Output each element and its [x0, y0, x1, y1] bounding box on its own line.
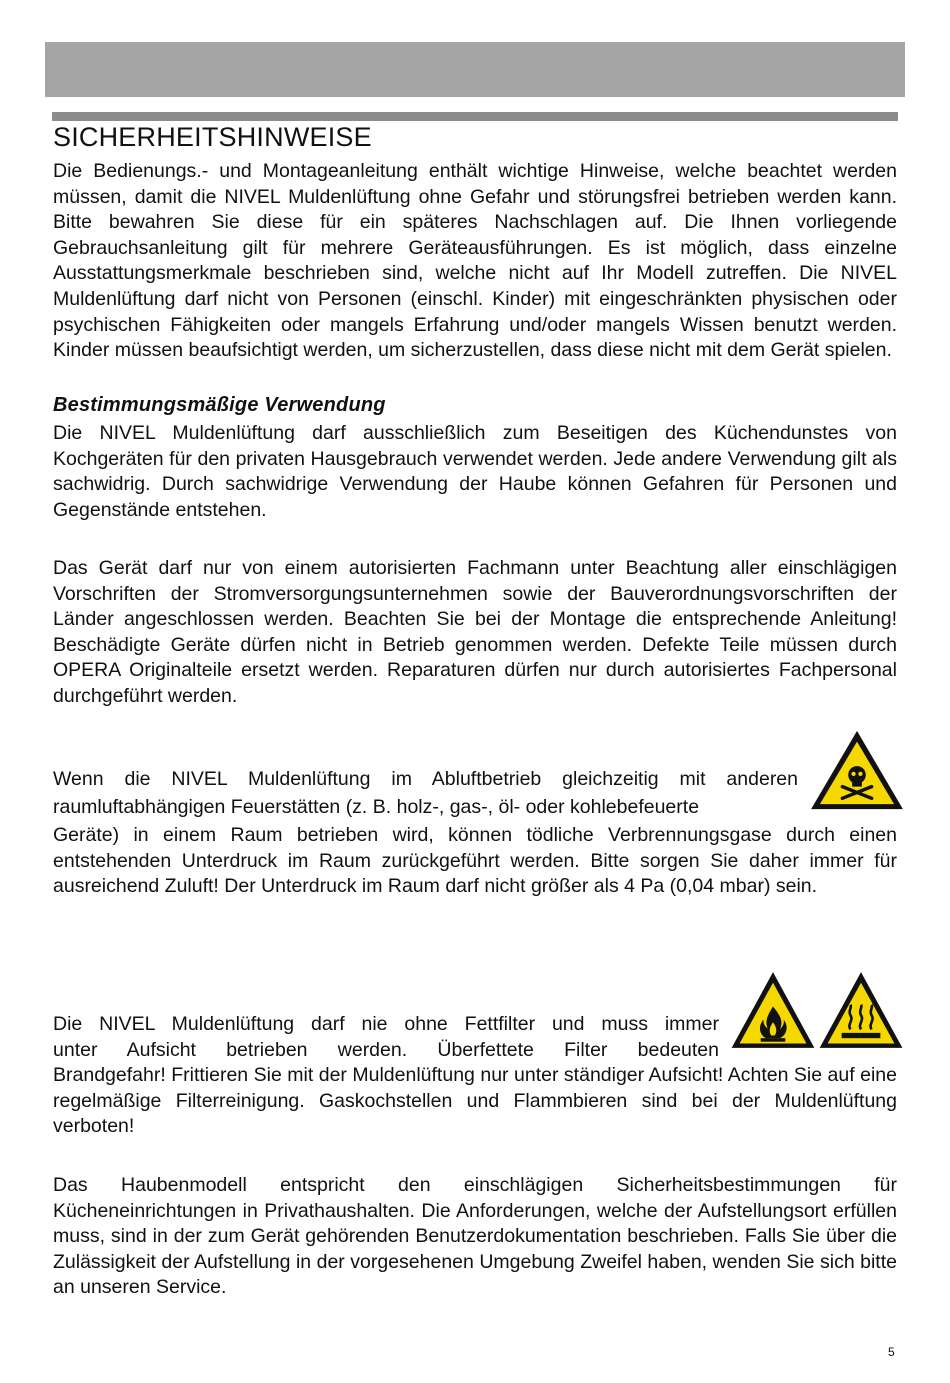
header-band [45, 42, 905, 97]
page-number: 5 [888, 1345, 895, 1359]
filter-line-1: Die NIVEL Muldenlüftung darf nie ohne Fettfilter und muss immer [53, 1013, 719, 1035]
conformity-paragraph: Das Haubenmodell entspricht den einschlägigen Sicherheitsbestimmungen für Kücheneinrichtungen in Privathaushalten. Die Anforderungen, welche der Aufstellungsort erfüllen muss, sind in der zum Gerät gehörenden Benutzerdokumentation beschrieben. Falls Sie über die Zulässigkeit der Aufstellung in der vorgesehenen Umgebung Zweifel haben, wenden Sie sich bitte an unseren Service. [53, 1174, 897, 1299]
usage-paragraph: Die NIVEL Muldenlüftung darf ausschließlich zum Beseitigen des Küchendunstes von Kochgeräten für den privaten Hausgebrauch verwendet werden. Jede andere Verwendung gilt als sachwidrig. Durch sachwidrige Verwendung der Haube können Gefahren für Personen und Gegenstände entstehen. [53, 422, 897, 521]
intro-paragraph: Die Bedienungs.- und Montageanleitung enthält wichtige Hinweise, welche beachtet werden müssen, damit die NIVEL Muldenlüftung ohne Gefahr und störungsfrei betrieben werden kann. Bitte bewahren Sie diese für ein späteres Nachschlagen auf. Die Ihnen vorliegende Gebrauchsanleitung gilt für mehrere Geräteausführungen. Es ist möglich, dass einzelne Ausstattungsmerkmale beschrieben sind, welche nicht auf Ihr Modell zutreffen. Die NIVEL Muldenlüftung darf nicht von Personen (einschl. Kinder) mit eingeschränkten physischen oder psychischen Fähigkeiten oder mangels Erfahrung und/oder mangels Wissen benutzt werden. Kinder müssen beaufsichtigt werden, um sicherzustellen, dass diese nicht mit dem Gerät spielen. [53, 160, 897, 362]
hot-surface-warning-icon [817, 969, 905, 1051]
exhaust-paragraph: Geräte) in einem Raum betrieben wird, können tödliche Verbrennungsgase durch einen entstehenden Unterdruck im Raum zurückgeführt werden. Bitte sorgen Sie daher immer für ausreichend Zuluft! Der Unterdruck im Raum darf nicht größer als 4 Pa (0,04 mbar) sein. [53, 824, 897, 898]
exhaust-line-1: Wenn die NIVEL Muldenlüftung im Abluftbetrieb gleichzeitig mit anderen [53, 768, 798, 790]
toxic-warning-icon [808, 728, 906, 812]
filter-paragraph: Brandgefahr! Frittieren Sie mit der Muldenlüftung nur unter ständiger Aufsicht! Achten Sie auf eine regelmäßige Filterreinigung. Gaskochstellen und Flammbieren sind bei der Muldenlüftung verboten! [53, 1064, 897, 1138]
installation-paragraph: Das Gerät darf nur von einem autorisierten Fachmann unter Beachtung aller einschlägigen Vorschriften der Stromversorgungsunternehmen sowie der Bauverordnungsvorschriften der Länder angeschlossen werden. Beachten Sie bei der Montage die entsprechende Anleitung! Beschädigte Geräte dürfen nicht in Betrieb genommen werden. Defekte Teile müssen durch OPERA Originalteile ersetzt werden. Reparaturen dürfen nur durch autorisiertes Fachpersonal durchgeführt werden. [53, 557, 897, 707]
page-title: SICHERHEITSHINWEISE [53, 122, 372, 152]
filter-line-2: unter Aufsicht betrieben werden. Überfettete Filter bedeuten [53, 1039, 719, 1061]
header-rule [52, 112, 898, 121]
section-heading: Bestimmungsmäßige Verwendung [53, 394, 386, 416]
flammable-warning-icon [729, 969, 817, 1051]
exhaust-line-2: raumluftabhängigen Feuerstätten (z. B. holz-, gas-, öl- oder kohlebefeuerte [53, 796, 700, 818]
